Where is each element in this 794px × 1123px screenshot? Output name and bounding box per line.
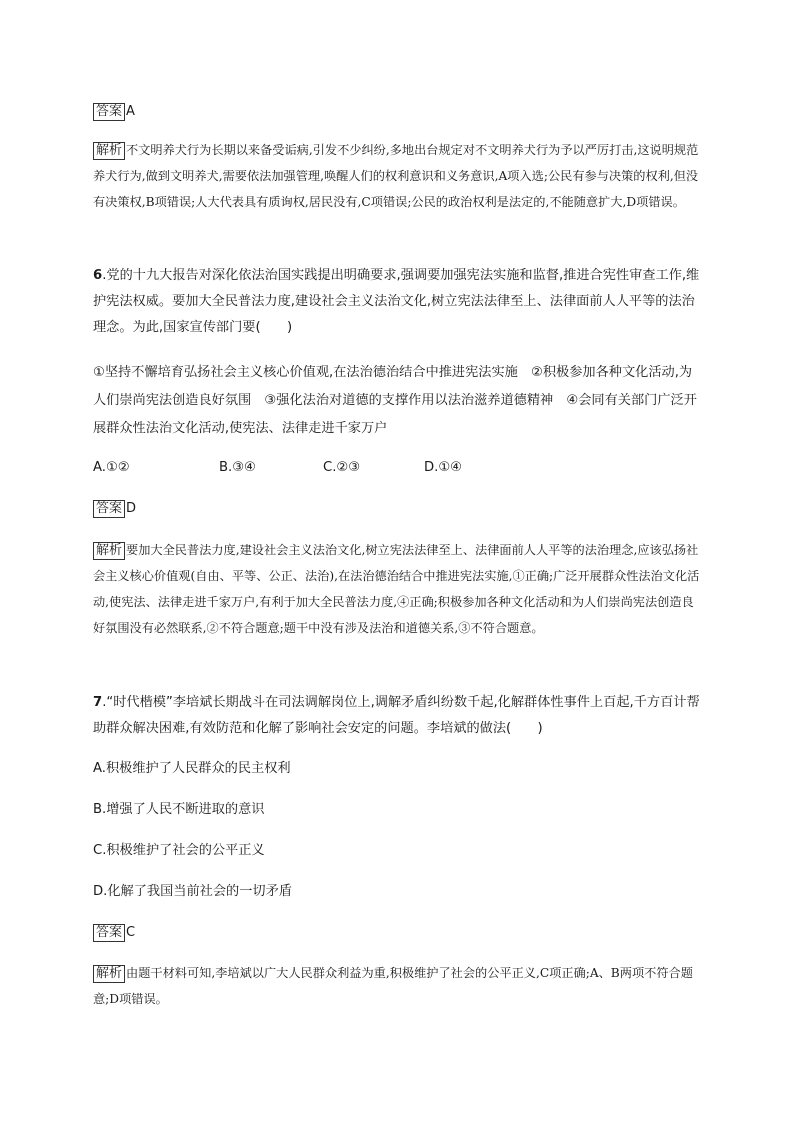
explanation — [93, 537, 703, 641]
answer-tag: 答案 — [93, 500, 125, 518]
answer-line — [93, 102, 703, 122]
statements-text: ①坚持不懈培育弘扬社会主义核心价值观,在法治德治结合中推进宪法实施 ②积极参加各种文化活动,为人们崇尚宪法创造良好氛围 ③强化法治对道德的支撑作用以法治滋养道德精神 ④会同有关部门广泛开展群众性法治文化活动,使宪法、法律走进千家万户 — [93, 365, 697, 436]
answer-tag: 答案 — [93, 103, 125, 121]
question-7 — [93, 690, 703, 742]
question-number: 7 — [93, 695, 103, 710]
option-a[interactable]: A.积极维护了人民群众的民主权利 — [93, 761, 291, 776]
option-b[interactable]: B.增强了人民不断进取的意识 — [93, 802, 265, 817]
option-d[interactable]: D.化解了我国当前社会的一切矛盾 — [93, 884, 292, 899]
explanation-text: 由题干材料可知,李培斌以广大人民群众利益为重,积极维护了社会的公平正义,C项正确;A、B两项不符合题意;D项错误。 — [93, 966, 693, 1006]
explanation-tag: 解析 — [93, 542, 125, 560]
question-number: 6 — [93, 268, 103, 283]
answer-value: A — [126, 104, 135, 119]
explanation-tag: 解析 — [93, 142, 125, 160]
answer-line — [93, 923, 703, 943]
answer-line — [93, 499, 703, 519]
question-6-options — [93, 458, 703, 478]
explanation — [93, 137, 703, 215]
question-6-statements — [93, 359, 703, 443]
question-6 — [93, 263, 703, 341]
answer-tag: 答案 — [93, 924, 125, 942]
answer-value: D — [126, 501, 137, 516]
question-text: .党的十九大报告对深化依法治国实践提出明确要求,强调要加强宪法实施和监督,推进合宪性审查工作,维护宪法权威。要加大全民普法力度,建设社会主义法治文化,树立宪法法律至上、法律面前人人平等的法治理念。为此,国家宣传部门要( ) — [93, 268, 700, 335]
option-d[interactable]: D.①④ — [424, 460, 462, 475]
explanation-tag: 解析 — [93, 965, 125, 983]
option-b[interactable]: B.③④ — [219, 460, 256, 475]
explanation-text: 不文明养犬行为长期以来备受诟病,引发不少纠纷,多地出台规定对不文明养犬行为予以严厉打击,这说明规范养犬行为,做到文明养犬,需要依法加强管理,唤醒人们的权利意识和义务意识,A项入选;公民有参与决策的权利,但没有决策权,B项错误;人大代表具有质询权,居民没有,C项错误;公民的政治权利是法定的,不能随意扩大,D项错误。 — [93, 143, 699, 209]
explanation — [93, 960, 703, 1012]
option-c[interactable]: C.积极维护了社会的公平正义 — [93, 843, 265, 858]
explanation-text: 要加大全民普法力度,建设社会主义法治文化,树立宪法法律至上、法律面前人人平等的法治理念,应该弘扬社会主义核心价值观(自由、平等、公正、法治),在法治德治结合中推进宪法实施,①正确;广泛开展群众性法治文化活动,使宪法、法律走进千家万户,有利于加大全民普法力度,④正确;积极参加各种文化活动和为人们崇尚宪法创造良好氛围没有必然联系,②不符合题意;题干中没有涉及法治和道德关系,③不符合题意。 — [93, 543, 700, 635]
option-c[interactable]: C.②③ — [323, 460, 361, 475]
answer-value: C — [126, 925, 136, 940]
question-text: .“时代楷模”李培斌长期战斗在司法调解岗位上,调解矛盾纠纷数千起,化解群体性事件上百起,千方百计帮助群众解决困难,有效防范和化解了影响社会安定的问题。李培斌的做法( ) — [93, 695, 700, 736]
option-a[interactable]: A.①② — [93, 460, 130, 475]
